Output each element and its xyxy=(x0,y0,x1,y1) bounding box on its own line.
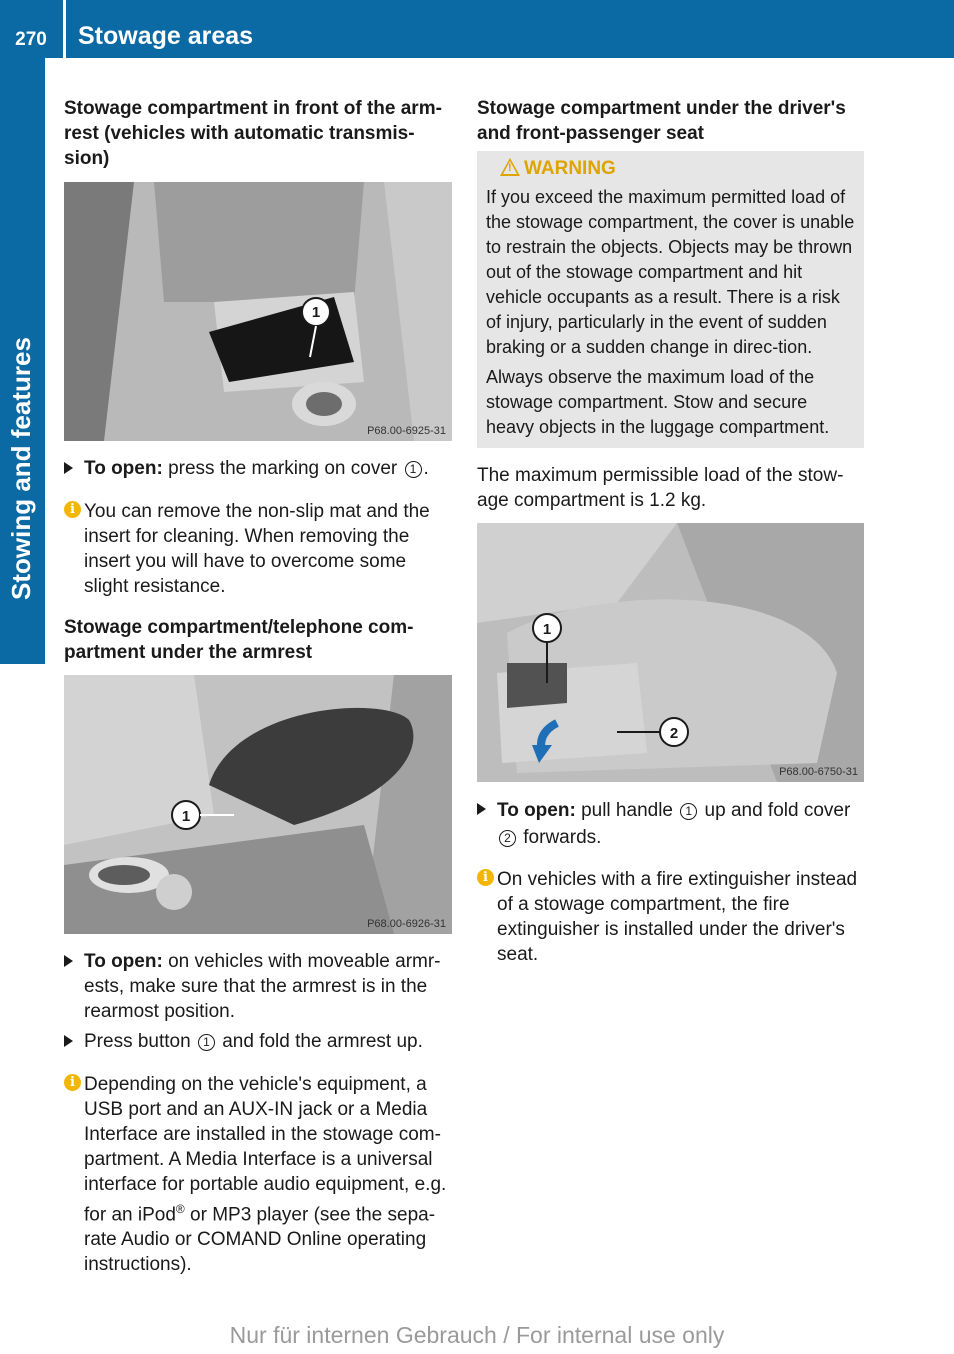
step-text: up and fold cover xyxy=(699,800,851,821)
photo-illustration-2 xyxy=(64,675,452,934)
callout-ref: 1 xyxy=(680,803,697,820)
step-text: Press button xyxy=(84,1031,196,1052)
photo-armrest-front-compartment xyxy=(64,182,452,441)
svg-text:1: 1 xyxy=(181,808,191,825)
warning-header xyxy=(486,157,855,185)
step-text: and fold the armrest up. xyxy=(216,1031,423,1052)
step-arrow-icon xyxy=(64,1035,73,1047)
step-text: pull handle xyxy=(575,800,679,821)
section-heading-armrest-front: Stowage compartment in front of the arm-rest (vehicles with automatic transmis-sion) xyxy=(64,98,442,169)
info-text: On vehicles with a fire extinguisher instead of a stowage compartment, the fire extinguisher is installed under the driver's seat. xyxy=(497,869,858,965)
info-text: or MP3 player (see the sepa-rate Audio or COMAND Online operating instructions). xyxy=(84,1204,436,1276)
photo-illustration-1 xyxy=(64,182,452,441)
step-arrow-icon xyxy=(477,803,486,815)
step-text: on vehicles with moveable armr-ests, make sure that the armrest is in the rearmost position. xyxy=(84,951,441,1022)
registered-mark: ® xyxy=(175,1202,185,1216)
callout-ref: 2 xyxy=(499,830,516,847)
page-number: 270 xyxy=(15,29,47,50)
step-label: To open: xyxy=(84,458,163,479)
step-arrow-icon xyxy=(64,955,73,967)
photo-illustration-3 xyxy=(477,523,864,782)
right-column xyxy=(477,96,864,967)
svg-text:1: 1 xyxy=(542,621,552,638)
instruction-step xyxy=(64,949,452,1024)
warning-paragraph: If you exceed the maximum permitted load of the stowage compartment, the cover is unable to restrain the objects. Objects may be thrown out of the stowage compartment and hit vehicle occupants as a result. There is a risk of injury, particularly in the event of sudden braking or a sudden change in direc-tion. xyxy=(486,187,855,357)
instruction-step xyxy=(64,456,452,481)
photo-armrest-compartment xyxy=(64,675,452,934)
step-text: press the marking on cover xyxy=(162,458,403,479)
photo-code: P68.00-6926-31 xyxy=(367,918,446,930)
callout-ref: 1 xyxy=(405,461,422,478)
instruction-step xyxy=(477,797,864,851)
step-end: . xyxy=(423,458,429,479)
info-icon: i xyxy=(64,1074,81,1091)
svg-text:2: 2 xyxy=(669,725,679,742)
warning-title: WARNING xyxy=(524,158,616,179)
warning-box xyxy=(477,151,864,448)
exclamation-icon: ! xyxy=(508,162,512,174)
info-note xyxy=(64,1072,452,1277)
step-arrow-icon xyxy=(64,462,73,474)
section-heading-armrest-under: Stowage compartment/telephone com-partment under the armrest xyxy=(64,617,414,663)
warning-paragraph: Always observe the maximum load of the stowage compartment. Stow and secure heavy objects in the luggage compartment. xyxy=(486,367,830,437)
page-title: Stowage areas xyxy=(78,22,254,50)
header-divider xyxy=(63,0,66,58)
info-icon: i xyxy=(477,869,494,886)
photo-code: P68.00-6925-31 xyxy=(367,425,446,437)
left-column xyxy=(64,96,452,1277)
step-label: To open: xyxy=(497,800,576,821)
info-icon: i xyxy=(64,501,81,518)
side-chapter-label: Stowing and features xyxy=(6,337,36,600)
info-text: Depending on the vehicle's equipment, a USB port and an AUX-IN jack or a Media Interface are installed in the stowage com-partment. A Media Interface is a universal interface for portable audio equipment, e.g. for an iPod xyxy=(84,1074,447,1226)
section-heading-under-seat: Stowage compartment under the driver's and front-passenger seat xyxy=(477,98,846,144)
footer-watermark: Nur für internen Gebrauch / For internal use only xyxy=(229,1322,725,1348)
info-note xyxy=(64,499,452,599)
info-note xyxy=(477,867,864,967)
load-text: The maximum permissible load of the stow-age compartment is 1.2 kg. xyxy=(477,465,844,511)
instruction-step xyxy=(64,1029,452,1054)
callout-ref: 1 xyxy=(198,1034,215,1051)
step-label: To open: xyxy=(84,951,163,972)
photo-under-seat xyxy=(477,523,864,782)
photo-code: P68.00-6750-31 xyxy=(779,766,858,778)
info-text: You can remove the non-slip mat and the insert for cleaning. When removing the insert you will have to overcome some slight resistance. xyxy=(84,501,430,597)
svg-text:1: 1 xyxy=(311,304,321,321)
step-text: forwards. xyxy=(518,827,602,848)
